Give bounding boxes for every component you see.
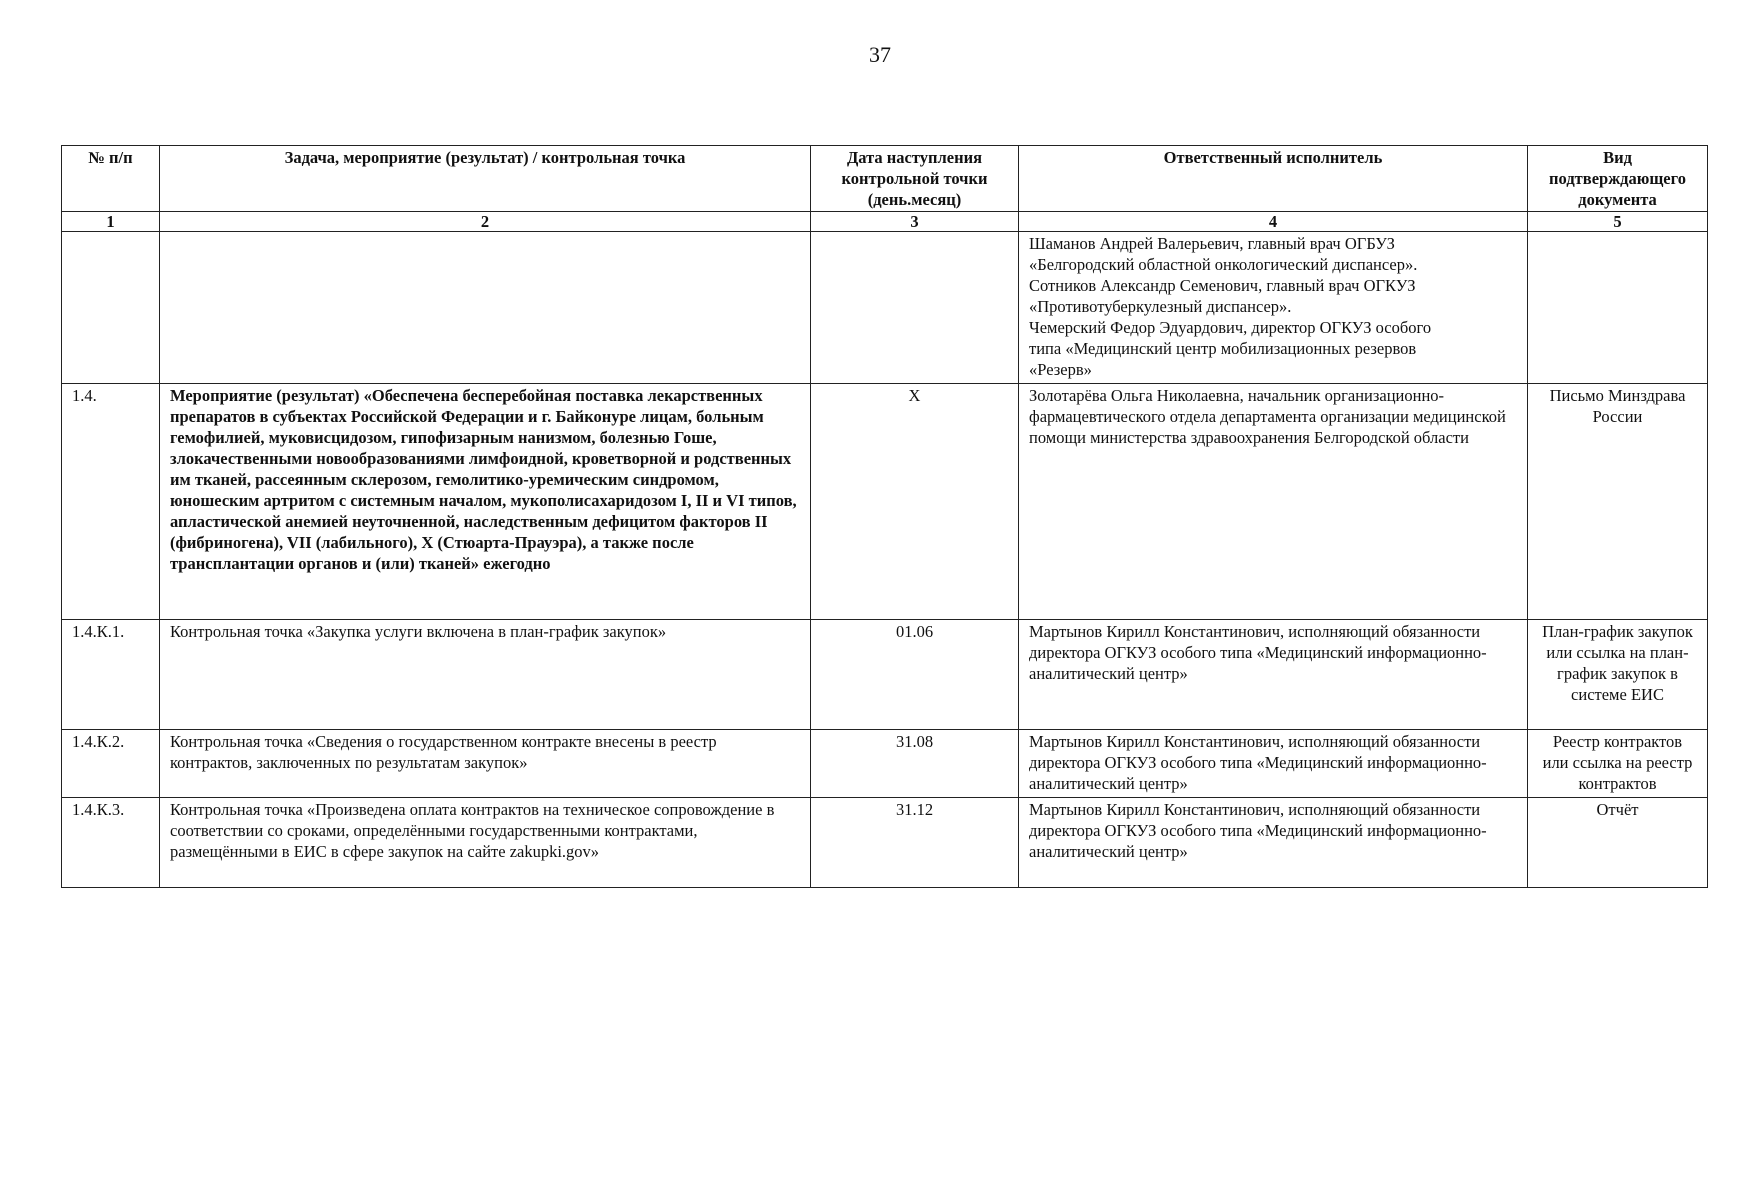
row-responsible (1019, 232, 1528, 384)
row-date (811, 232, 1019, 384)
header-date: Дата наступления контрольной точки (день.месяц) (811, 146, 1019, 212)
table-row (62, 384, 1708, 620)
column-number-row (62, 212, 1708, 232)
row-responsible: Золотарёва Ольга Николаевна, начальник организационно-фармацевтического отдела департамента организации медицинской помощи министерства здравоохранения Белгородской области (1019, 384, 1528, 620)
row-number: 1.4.К.1. (62, 620, 160, 730)
header-number: № п/п (62, 146, 160, 212)
responsible-line: Чемерский Федор Эдуардович, директор ОГКУЗ особого (1029, 318, 1432, 337)
responsible-line: Шаманов Андрей Валерьевич, главный врач ОГБУЗ (1029, 234, 1395, 253)
row-number: 1.4. (62, 384, 160, 620)
row-number: 1.4.К.2. (62, 730, 160, 798)
table-row (62, 620, 1708, 730)
row-date: 31.12 (811, 798, 1019, 888)
page-number: 37 (869, 42, 891, 67)
responsible-line: «Резерв» (1029, 360, 1092, 379)
responsible-line: типа «Медицинский центр мобилизационных резервов (1029, 339, 1417, 358)
responsible-line: «Противотуберкулезный диспансер». (1029, 297, 1292, 316)
row-number (62, 232, 160, 384)
row-responsible: Мартынов Кирилл Константинович, исполняющий обязанности директора ОГКУЗ особого типа «Медицинский информационно-аналитический центр» (1019, 730, 1528, 798)
table-row (62, 232, 1708, 384)
row-task: Контрольная точка «Произведена оплата контрактов на техническое сопровождение в соответствии со сроками, определёнными государственными контрактами, размещёнными в ЕИС в сфере закупок на сайте zakupki.gov» (160, 798, 811, 888)
column-number: 4 (1019, 212, 1528, 232)
row-document: Реестр контрактов или ссылка на реестр контрактов (1528, 730, 1708, 798)
column-number: 2 (160, 212, 811, 232)
row-task: Контрольная точка «Закупка услуги включена в план-график закупок» (160, 620, 811, 730)
header-task: Задача, мероприятие (результат) / контрольная точка (160, 146, 811, 212)
row-date: X (811, 384, 1019, 620)
row-date: 01.06 (811, 620, 1019, 730)
table-row (62, 730, 1708, 798)
row-responsible: Мартынов Кирилл Константинович, исполняющий обязанности директора ОГКУЗ особого типа «Медицинский информационно-аналитический центр» (1019, 798, 1528, 888)
responsible-line: «Белгородский областной онкологический диспансер». (1029, 255, 1418, 274)
header-responsible: Ответственный исполнитель (1019, 146, 1528, 212)
row-task: Контрольная точка «Сведения о государственном контракте внесены в реестр контрактов, заключенных по результатам закупок» (160, 730, 811, 798)
table-row (62, 798, 1708, 888)
column-number: 1 (62, 212, 160, 232)
row-document: Письмо Минздрава России (1528, 384, 1708, 620)
header-document: Вид подтверждающего документа (1528, 146, 1708, 212)
responsible-line: Сотников Александр Семенович, главный врач ОГКУЗ (1029, 276, 1416, 295)
row-number: 1.4.К.3. (62, 798, 160, 888)
row-date: 31.08 (811, 730, 1019, 798)
header-row (62, 146, 1708, 212)
column-number: 5 (1528, 212, 1708, 232)
plan-table (61, 145, 1708, 888)
row-responsible: Мартынов Кирилл Константинович, исполняющий обязанности директора ОГКУЗ особого типа «Медицинский информационно-аналитический центр» (1019, 620, 1528, 730)
column-number: 3 (811, 212, 1019, 232)
row-task (160, 232, 811, 384)
row-document: План-график закупок или ссылка на план-график закупок в системе ЕИС (1528, 620, 1708, 730)
row-document: Отчёт (1528, 798, 1708, 888)
row-document (1528, 232, 1708, 384)
row-task: Мероприятие (результат) «Обеспечена бесперебойная поставка лекарственных препаратов в субъектах Российской Федерации и г. Байконуре лицам, больным гемофилией, муковисцидозом, гипофизарным нанизмом, болезнью Гоше, злокачественными новообразованиями лимфоидной, кроветворной и родственных им тканей, рассеянным склерозом, гемолитико-уремическим синдромом, юношеским артритом с системным началом, мукополисахаридозом I, II и VI типов, апластической анемией неуточненной, наследственным дефицитом факторов II (фибриногена), VII (лабильного), X (Стюарта-Прауэра), а также после трансплантации органов и (или) тканей» ежегодно (160, 384, 811, 620)
